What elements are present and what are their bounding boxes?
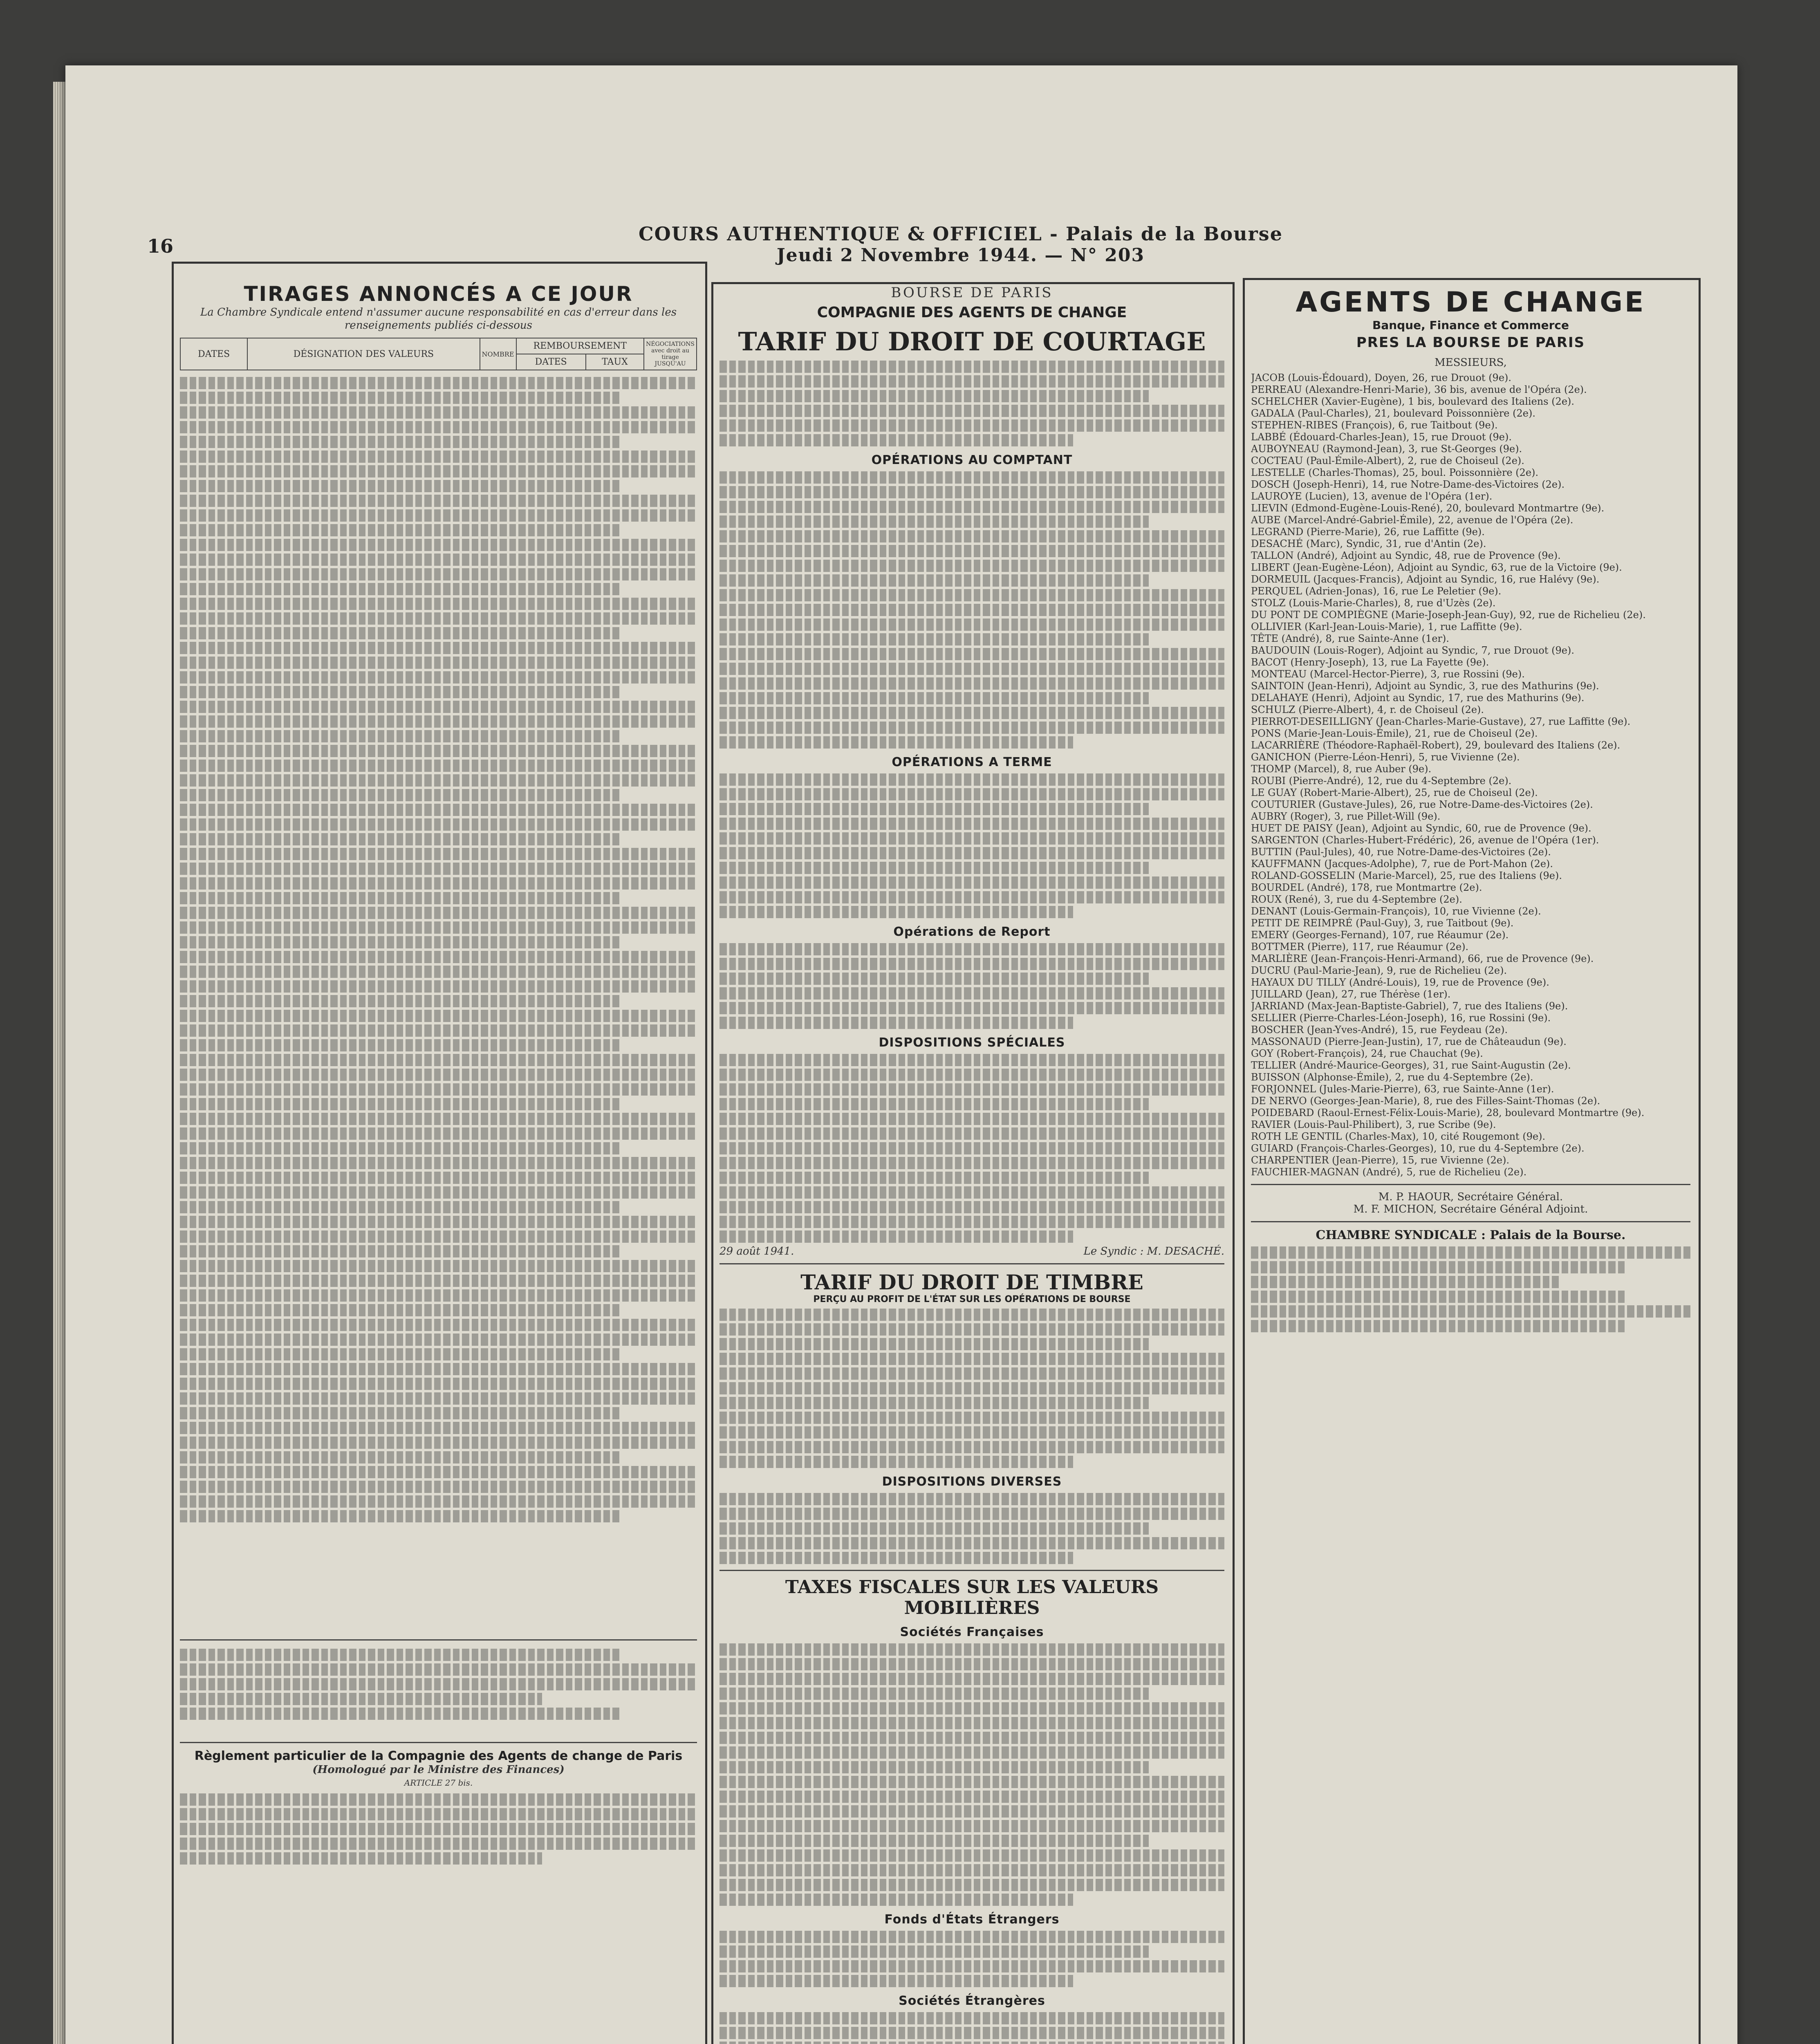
agent-entry: BACOT (Henry-Joseph), 13, rue La Fayette (9e).	[1251, 657, 1489, 668]
agent-entry: BUISSON (Alphonse-Émile), 2, rue du 4-Septembre (2e).	[1251, 1071, 1533, 1083]
dispositions-heading: DISPOSITIONS SPÉCIALES	[879, 1035, 1065, 1050]
agent-entry: LIBERT (Jean-Eugène-Léon), Adjoint au Syndic, 63, rue de la Victoire (9e).	[1251, 562, 1622, 573]
agents-title: AGENTS DE CHANGE	[1296, 286, 1646, 318]
agent-entry: LIEVIN (Edmond-Eugène-Louis-René), 20, boulevard Montmartre (9e).	[1251, 502, 1605, 514]
agent-entry: CHARPENTIER (Jean-Pierre), 15, rue Vivienne (2e).	[1251, 1154, 1510, 1166]
col-remb-dates: DATES	[516, 354, 586, 370]
agent-entry: GADALA (Paul-Charles), 21, boulevard Poissonnière (2e).	[1251, 408, 1535, 419]
disp-diverses-text	[719, 1493, 1224, 1564]
agent-entry: ROLAND-GOSSELIN (Marie-Marcel), 25, rue des Italiens (9e).	[1251, 870, 1562, 881]
agent-entry: BOTTMER (Pierre), 117, rue Réaumur (2e).	[1251, 941, 1469, 953]
reglement-article: ARTICLE 27 bis.	[404, 1778, 473, 1788]
page-number: 16	[147, 235, 174, 257]
agent-entry: BOURDEL (André), 178, rue Montmartre (2e).	[1251, 882, 1482, 893]
agent-entry: DUCRU (Paul-Marie-Jean), 9, rue de Richelieu (2e).	[1251, 965, 1507, 976]
col-remb-taux: TAUX	[586, 354, 644, 370]
masthead-date: Jeudi 2 Novembre 1944. — N° 203	[776, 245, 1145, 266]
agent-entry: DESACHÉ (Marc), Syndic, 31, rue d'Antin (2e).	[1251, 538, 1486, 549]
tarif-timbre-subtitle: PERÇU AU PROFIT DE L'ÉTAT SUR LES OPÉRATIONS DE BOURSE	[813, 1294, 1131, 1304]
dispositions-date: 29 août 1941.	[719, 1245, 794, 1257]
syndic-signature: Le Syndic : M. DESACHÉ.	[1083, 1245, 1224, 1257]
agent-entry: LAUROYE (Lucien), 13, avenue de l'Opéra (1er).	[1251, 491, 1493, 502]
left-column	[180, 282, 697, 2044]
reglement-subtitle: (Homologué par le Ministre des Finances)	[312, 1764, 565, 1776]
right-column	[1251, 286, 1690, 2044]
agents-list	[1251, 372, 1690, 1178]
tirages-rows	[180, 374, 697, 1634]
societes-francaises-heading: Sociétés Françaises	[900, 1625, 1044, 1639]
agent-entry: DELAHAYE (Henri), Adjoint au Syndic, 17, rue des Mathurins (9e).	[1251, 692, 1585, 704]
agent-entry: STOLZ (Louis-Marie-Charles), 8, rue d'Uzès (2e).	[1251, 597, 1496, 609]
agent-entry: MARLIÈRE (Jean-François-Henri-Armand), 66, rue de Provence (9e).	[1251, 953, 1594, 964]
societes-etrangeres-text	[719, 2012, 1224, 2044]
agent-entry: FAUCHIER-MAGNAN (André), 5, rue de Richelieu (2e).	[1251, 1166, 1527, 1178]
col-remboursement: REMBOURSEMENT	[516, 338, 644, 354]
chambre-syndicale: CHAMBRE SYNDICALE : Palais de la Bourse.	[1316, 1228, 1626, 1242]
agent-entry: AUBOYNEAU (Raymond-Jean), 3, rue St-Georges (9e).	[1251, 443, 1522, 455]
agent-entry: SCHELCHER (Xavier-Eugène), 1 bis, boulevard des Italiens (2e).	[1251, 396, 1575, 407]
tarif-courtage-title: TARIF DU DROIT DE COURTAGE	[738, 327, 1206, 356]
agent-entry: DENANT (Louis-Germain-François), 10, rue Vivienne (2e).	[1251, 905, 1541, 917]
agent-entry: PONS (Marie-Jean-Louis-Émile), 21, rue de Choiseul (2e).	[1251, 728, 1538, 739]
agent-entry: LEGRAND (Pierre-Marie), 26, rue Laffitte (9e).	[1251, 526, 1485, 538]
agent-entry: OLLIVIER (Karl-Jean-Louis-Marie), 1, rue Laffitte (9e).	[1251, 621, 1522, 632]
agent-entry: ROUBI (Pierre-André), 12, rue du 4-Septembre (2e).	[1251, 775, 1512, 787]
agent-entry: DE NERVO (Georges-Jean-Marie), 8, rue des Filles-Saint-Thomas (2e).	[1251, 1095, 1600, 1107]
agent-entry: HUET DE PAISY (Jean), Adjoint au Syndic, 60, rue de Provence (9e).	[1251, 823, 1591, 834]
fonds-etrangers-heading: Fonds d'États Étrangers	[884, 1912, 1060, 1927]
agent-entry: PETIT DE REIMPRÉ (Paul-Guy), 3, rue Taitbout (9e).	[1251, 917, 1514, 929]
tarif-timbre-title: TARIF DU DROIT DE TIMBRE	[800, 1270, 1143, 1294]
courtage-intro	[719, 361, 1224, 446]
tirages-notes	[180, 1646, 697, 1736]
agent-entry: AUBRY (Roger), 3, rue Pillet-Will (9e).	[1251, 811, 1441, 822]
agent-entry: BOSCHER (Jean-Yves-André), 15, rue Feydeau (2e).	[1251, 1024, 1508, 1035]
agent-entry: SELLIER (Pierre-Charles-Léon-Joseph), 16, rue Rossini (9e).	[1251, 1012, 1551, 1024]
agent-entry: ROUX (René), 3, rue du 4-Septembre (2e).	[1251, 894, 1462, 905]
tirages-subtitle: La Chambre Syndicale entend n'assumer aucune responsabilité en cas d'erreur dans les renseignements publiés ci-dessous	[200, 306, 677, 332]
col-negociation: NÉGOCIATIONS avec droit au tirage JUSQU'AU	[644, 338, 697, 370]
societes-francaises-text	[719, 1643, 1224, 1906]
messieurs-label: MESSIEURS,	[1434, 356, 1507, 369]
agent-entry: JUILLARD (Jean), 27, rue Thérèse (1er).	[1251, 988, 1451, 1000]
ops-terme-text	[719, 773, 1224, 918]
agent-entry: BUTTIN (Paul-Jules), 40, rue Notre-Dame-des-Victoires (2e).	[1251, 846, 1551, 858]
secretaire-adjoint: M. F. MICHON, Secrétaire Général Adjoint.	[1353, 1203, 1588, 1215]
fonds-etrangers-text	[719, 1931, 1224, 1987]
agent-entry: KAUFFMANN (Jacques-Adolphe), 7, rue de Port-Mahon (2e).	[1251, 858, 1553, 870]
agent-entry: AUBE (Marcel-André-Gabriel-Émile), 22, avenue de l'Opéra (2e).	[1251, 514, 1573, 526]
agent-entry: COUTURIER (Gustave-Jules), 26, rue Notre-Dame-des-Victoires (2e).	[1251, 799, 1593, 810]
agent-entry: SARGENTON (Charles-Hubert-Frédéric), 26, avenue de l'Opéra (1er).	[1251, 834, 1599, 846]
reglement-title: Règlement particulier de la Compagnie des Agents de change de Paris	[194, 1749, 683, 1763]
agent-entry: MONTEAU (Marcel-Hector-Pierre), 3, rue Rossini (9e).	[1251, 668, 1525, 680]
societes-etrangeres-heading: Sociétés Étrangères	[899, 1994, 1045, 2008]
agent-entry: GANICHON (Pierre-Léon-Henri), 5, rue Vivienne (2e).	[1251, 751, 1520, 763]
ops-comptant-heading: OPÉRATIONS AU COMPTANT	[871, 453, 1073, 467]
col-designation: DÉSIGNATION DES VALEURS	[247, 338, 480, 370]
disp-diverses-heading: DISPOSITIONS DIVERSES	[882, 1475, 1062, 1489]
ops-comptant-text	[719, 471, 1224, 749]
timbre-text	[719, 1309, 1224, 1468]
agent-entry: HAYAUX DU TILLY (André-Louis), 19, rue de Provence (9e).	[1251, 977, 1549, 988]
agent-entry: PERQUEL (Adrien-Jonas), 16, rue Le Peletier (9e).	[1251, 585, 1502, 597]
agent-entry: EMERY (Georges-Fernand), 107, rue Réaumur (2e).	[1251, 929, 1509, 941]
agent-entry: FORJONNEL (Jules-Marie-Pierre), 63, rue Sainte-Anne (1er).	[1251, 1083, 1554, 1095]
ops-report-heading: Opérations de Report	[893, 925, 1051, 939]
agent-entry: LABBÉ (Édouard-Charles-Jean), 15, rue Drouot (9e).	[1251, 431, 1512, 443]
agent-entry: SCHULZ (Pierre-Albert), 4, r. de Choiseul (2e).	[1251, 704, 1484, 715]
reglement-text	[180, 1793, 697, 1865]
agent-entry: COCTEAU (Paul-Émile-Albert), 2, rue de Choiseul (2e).	[1251, 455, 1524, 466]
agent-entry: DU PONT DE COMPIÈGNE (Marie-Joseph-Jean-Guy), 92, rue de Richelieu (2e).	[1251, 609, 1646, 621]
agent-entry: GUIARD (François-Charles-Georges), 10, rue du 4-Septembre (2e).	[1251, 1143, 1585, 1154]
chambre-text	[1251, 1246, 1690, 1332]
agent-entry: LESTELLE (Charles-Thomas), 25, boul. Poissonnière (2e).	[1251, 467, 1539, 478]
masthead	[613, 223, 1308, 266]
agent-entry: SAINTOIN (Jean-Henri), Adjoint au Syndic, 3, rue des Mathurins (9e).	[1251, 680, 1599, 692]
agent-entry: MASSONAUD (Pierre-Jean-Justin), 17, rue de Châteaudun (9e).	[1251, 1036, 1567, 1047]
tirages-table	[180, 338, 697, 370]
dispositions-text	[719, 1054, 1224, 1243]
agent-entry: POIDEBARD (Raoul-Ernest-Félix-Louis-Marie), 28, boulevard Montmartre (9e).	[1251, 1107, 1645, 1118]
masthead-title: COURS AUTHENTIQUE & OFFICIEL - Palais de la Bourse	[639, 223, 1283, 245]
dispositions-signature	[719, 1245, 1224, 1257]
agent-entry: JARRIAND (Max-Jean-Baptiste-Gabriel), 7, rue des Italiens (9e).	[1251, 1000, 1568, 1012]
middle-column	[719, 286, 1224, 2044]
agent-entry: TÊTE (André), 8, rue Sainte-Anne (1er).	[1251, 633, 1450, 644]
col-dates: DATES	[180, 338, 247, 370]
agent-entry: ROTH LE GENTIL (Charles-Max), 10, cité Rougemont (9e).	[1251, 1131, 1546, 1142]
agents-sub1: Banque, Finance et Commerce	[1372, 318, 1569, 332]
agent-entry: STEPHEN-RIBES (François), 6, rue Taitbout (9e).	[1251, 419, 1498, 431]
agent-entry: PERREAU (Alexandre-Henri-Marie), 36 bis, avenue de l'Opéra (2e).	[1251, 384, 1587, 395]
tirages-title: TIRAGES ANNONCÉS A CE JOUR	[244, 282, 633, 306]
secretaire-general: M. P. HAOUR, Secrétaire Général.	[1378, 1191, 1563, 1203]
bourse-label: BOURSE DE PARIS	[891, 286, 1053, 301]
ops-terme-heading: OPÉRATIONS A TERME	[892, 755, 1052, 769]
agent-entry: DOSCH (Joseph-Henri), 14, rue Notre-Dame-des-Victoires (2e).	[1251, 479, 1565, 490]
agent-entry: JACOB (Louis-Édouard), Doyen, 26, rue Drouot (9e).	[1251, 372, 1512, 383]
agent-entry: TALLON (André), Adjoint au Syndic, 48, rue de Provence (9e).	[1251, 550, 1561, 561]
agent-entry: GOY (Robert-François), 24, rue Chauchat (9e).	[1251, 1048, 1483, 1059]
compagnie-label: COMPAGNIE DES AGENTS DE CHANGE	[817, 304, 1127, 321]
agent-entry: BAUDOUIN (Louis-Roger), Adjoint au Syndic, 7, rue Drouot (9e).	[1251, 645, 1574, 656]
agent-entry: LE GUAY (Robert-Marie-Albert), 25, rue de Choiseul (2e).	[1251, 787, 1538, 798]
agent-entry: RAVIER (Louis-Paul-Philibert), 3, rue Scribe (9e).	[1251, 1119, 1496, 1130]
agent-entry: LACARRIÈRE (Théodore-Raphaël-Robert), 29, boulevard des Italiens (2e).	[1251, 740, 1621, 751]
agent-entry: TELLIER (André-Maurice-Georges), 31, rue Saint-Augustin (2e).	[1251, 1060, 1571, 1071]
taxes-title: TAXES FISCALES SUR LES VALEURS MOBILIÈRES	[785, 1577, 1159, 1618]
col-nombre: NOMBRE	[480, 338, 516, 370]
agent-entry: PIERROT-DESEILLIGNY (Jean-Charles-Marie-Gustave), 27, rue Laffitte (9e).	[1251, 716, 1631, 727]
agents-sub2: PRES LA BOURSE DE PARIS	[1356, 334, 1585, 351]
agent-entry: DORMEUIL (Jacques-Francis), Adjoint au Syndic, 16, rue Halévy (9e).	[1251, 574, 1600, 585]
agent-entry: THOMP (Marcel), 8, rue Auber (9e).	[1251, 763, 1432, 775]
ops-report-text	[719, 943, 1224, 1029]
